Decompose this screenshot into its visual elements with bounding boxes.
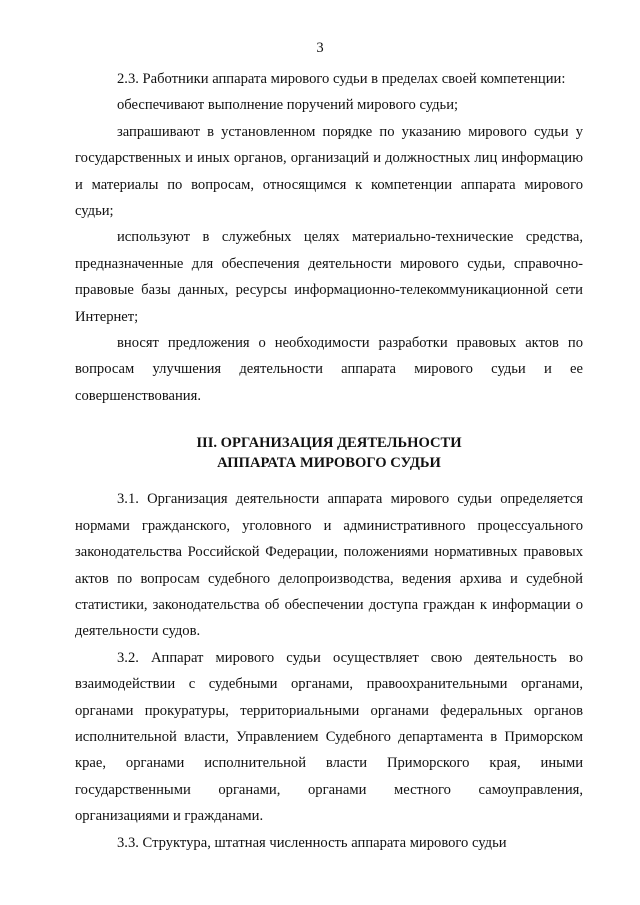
- section-2-3-item: вносят предложения о необходимости разработки правовых актов по вопросам улучшения деятельности аппарата мирового судьи и ее совершенствования.: [75, 335, 583, 404]
- section-2-3-intro: 2.3. Работники аппарата мирового судьи в пределах своей компетенции:: [117, 71, 566, 87]
- section-2-3-item: используют в служебных целях материально-технические средства, предназначенные для обеспечения деятельности мирового судьи, справочно-правовые базы данных, ресурсы информационно-телекоммуникационной сети Интернет;: [75, 229, 583, 325]
- document-body: [75, 66, 583, 856]
- section-3-3: 3.3. Структура, штатная численность аппарата мирового судьи: [117, 834, 507, 851]
- section-2-3-item: обеспечивают выполнение поручений мирового судьи;: [117, 97, 459, 114]
- section-heading-line: III. ОРГАНИЗАЦИЯ ДЕЯТЕЛЬНОСТИ: [196, 435, 462, 452]
- section-3-1: 3.1. Организация деятельности аппарата мирового судьи определяется нормами гражданского, уголовного и административного процессуального законодательства Российской Федерации, положениями нормативных правовых актов по вопросам судебного делопроизводства, ведения архива и судебной статистики, законодательства об обеспечении доступа граждан к информации о деятельности судов.: [75, 491, 583, 640]
- section-heading-line: АППАРАТА МИРОВОГО СУДЬИ: [217, 454, 441, 471]
- section-3-2: 3.2. Аппарат мирового судьи осуществляет свою деятельность во взаимодействии с судебными органами, правоохранительными органами, органами прокуратуры, территориальными органами федеральных органов исполнительной власти, Управлением Судебного департамента в Приморском крае, органами исполнительной власти Приморского края, иными государственными органами, органами местного самоуправления, организациями и гражданами.: [75, 649, 583, 825]
- page-number: 3: [316, 40, 324, 56]
- section-heading: [75, 434, 583, 473]
- section-2-3-item: запрашивают в установленном порядке по указанию мирового судьи у государственных и иных органов, организаций и должностных лиц информацию и материалы по вопросам, относящимся к компетенции аппарата мирового судьи;: [75, 123, 583, 220]
